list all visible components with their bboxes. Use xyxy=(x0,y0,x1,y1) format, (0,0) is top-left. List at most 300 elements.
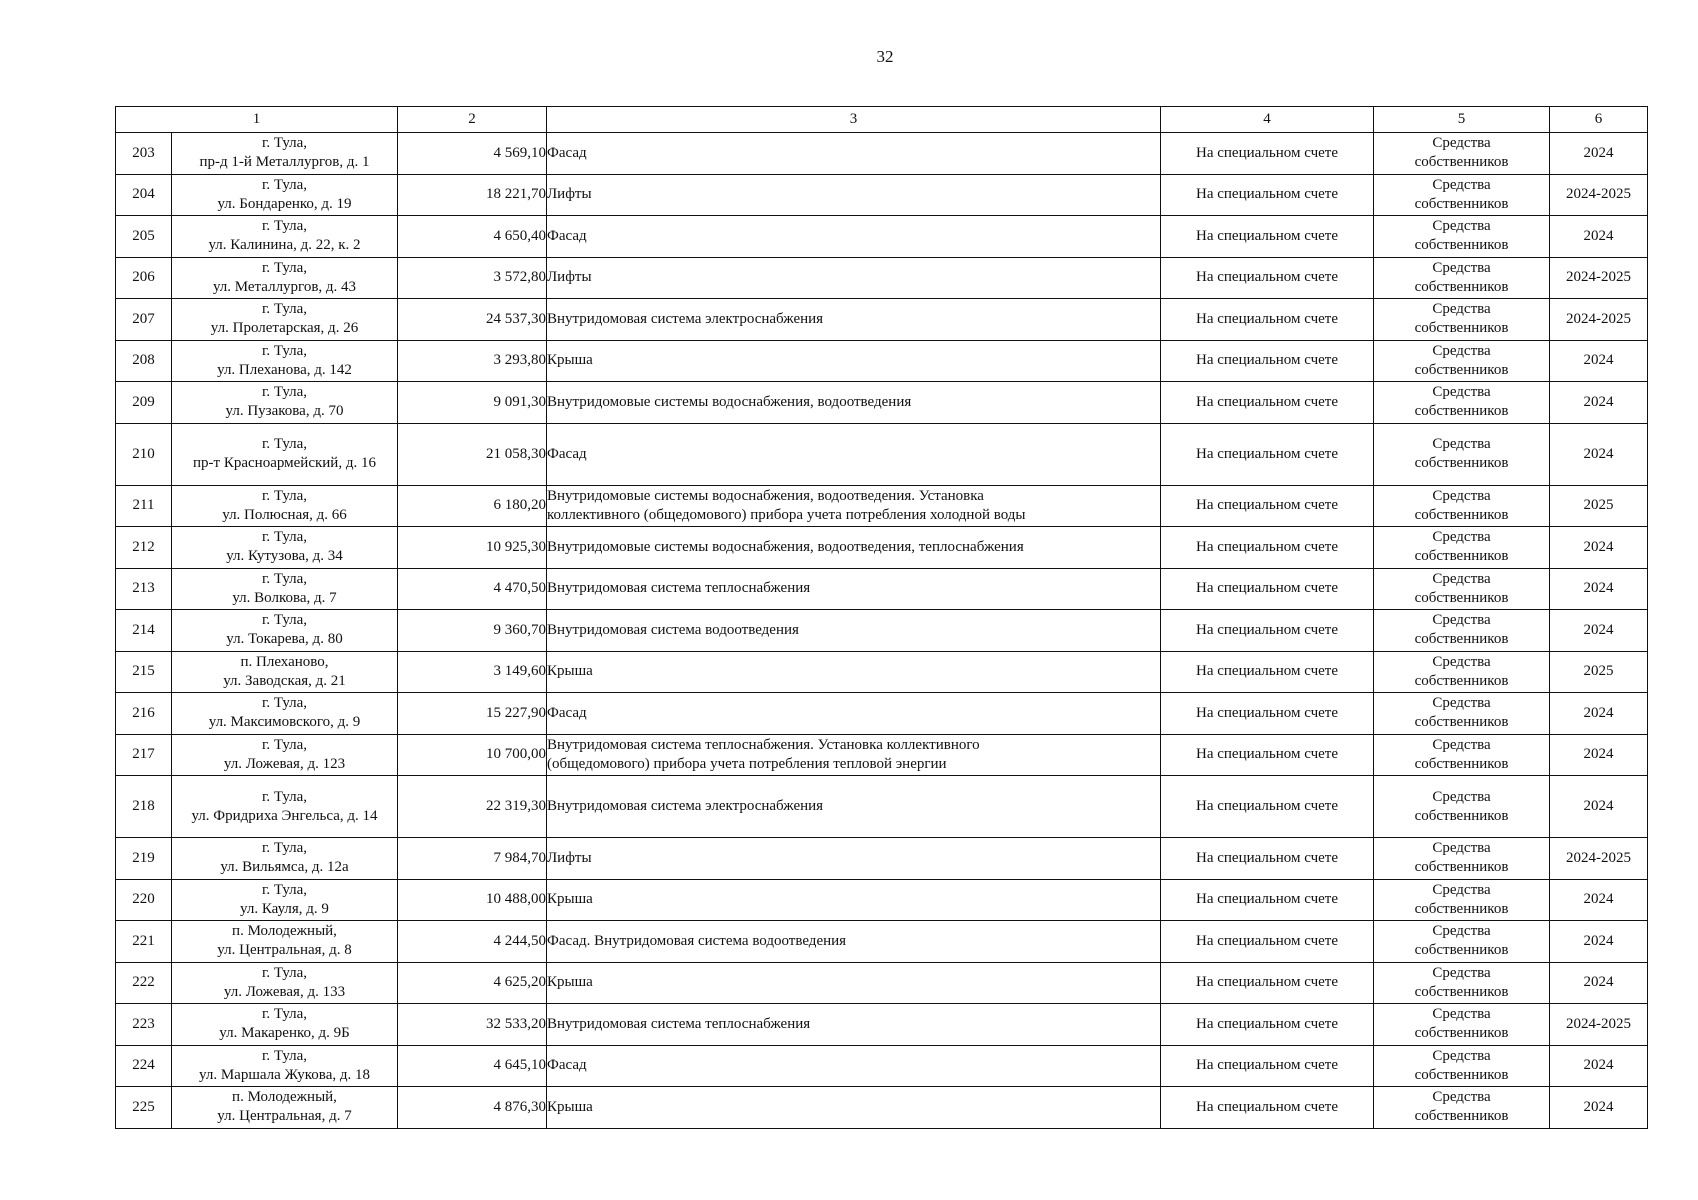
address-street: ул. Бондаренко, д. 19 xyxy=(217,195,352,212)
work-type-line-1: Лифты xyxy=(547,186,592,203)
fund-method-cell: На специальном счете xyxy=(1161,257,1374,299)
funding-source-cell xyxy=(1374,299,1550,341)
table-row xyxy=(116,216,1648,258)
address-cell xyxy=(172,734,398,776)
fund-method-cell: На специальном счете xyxy=(1161,651,1374,693)
funding-source-line-1: Средства xyxy=(1432,176,1491,193)
address-cell xyxy=(172,568,398,610)
funding-source-line-1: Средства xyxy=(1432,840,1491,857)
work-type-cell xyxy=(547,133,1161,175)
header-col-1: 1 xyxy=(116,107,398,133)
funding-source-line-1: Средства xyxy=(1432,384,1491,401)
funding-source-line-1: Средства xyxy=(1432,612,1491,629)
table-body xyxy=(116,133,1648,1129)
funding-source-cell xyxy=(1374,921,1550,963)
work-type-cell xyxy=(547,174,1161,216)
period-cell: 2024-2025 xyxy=(1550,299,1648,341)
work-type-line-1: Фасад xyxy=(547,144,587,161)
work-type-cell xyxy=(547,610,1161,652)
cost-cell: 4 244,50 xyxy=(398,921,547,963)
work-type-cell xyxy=(547,651,1161,693)
header-col-2: 2 xyxy=(398,107,547,133)
funding-source-line-2: собственников xyxy=(1414,403,1509,420)
address-cell xyxy=(172,776,398,838)
fund-method-cell: На специальном счете xyxy=(1161,216,1374,258)
address-street: ул. Пузакова, д. 70 xyxy=(225,403,344,420)
funding-source-line-2: собственников xyxy=(1414,237,1509,254)
work-type-line-1: Фасад xyxy=(547,1057,587,1074)
work-type-cell xyxy=(547,485,1161,527)
funding-source-line-2: собственников xyxy=(1414,1108,1509,1125)
table-row xyxy=(116,776,1648,838)
address-street: ул. Полюсная, д. 66 xyxy=(222,506,347,523)
row-number: 218 xyxy=(116,776,172,838)
funding-source-line-1: Средства xyxy=(1432,881,1491,898)
address-locality: г. Тула, xyxy=(261,612,308,629)
funding-source-cell xyxy=(1374,257,1550,299)
funding-source-line-2: собственников xyxy=(1414,1066,1509,1083)
address-locality: г. Тула, xyxy=(261,135,308,152)
work-type-cell xyxy=(547,838,1161,880)
row-number: 222 xyxy=(116,962,172,1004)
address-cell xyxy=(172,610,398,652)
table-row xyxy=(116,382,1648,424)
work-type-line-1: Внутридомовая система теплоснабжения. Установка коллективного xyxy=(547,736,980,753)
period-cell: 2024 xyxy=(1550,1087,1648,1129)
row-number: 223 xyxy=(116,1004,172,1046)
table-row xyxy=(116,1045,1648,1087)
address-cell xyxy=(172,133,398,175)
table-row xyxy=(116,734,1648,776)
funding-source-line-2: собственников xyxy=(1414,900,1509,917)
table-row xyxy=(116,568,1648,610)
funding-source-cell xyxy=(1374,382,1550,424)
work-type-line-1: Фасад xyxy=(547,704,587,721)
funding-source-line-2: собственников xyxy=(1414,278,1509,295)
row-number: 205 xyxy=(116,216,172,258)
address-street: ул. Центральная, д. 8 xyxy=(217,942,352,959)
funding-source-line-2: собственников xyxy=(1414,154,1509,171)
funding-source-cell xyxy=(1374,776,1550,838)
address-cell xyxy=(172,693,398,735)
work-type-cell xyxy=(547,299,1161,341)
fund-method-cell: На специальном счете xyxy=(1161,1087,1374,1129)
funding-source-line-1: Средства xyxy=(1432,436,1491,452)
funding-source-cell xyxy=(1374,527,1550,569)
cost-cell: 4 625,20 xyxy=(398,962,547,1004)
address-locality: г. Тула, xyxy=(261,176,308,193)
funding-source-line-1: Средства xyxy=(1432,529,1491,546)
row-number: 217 xyxy=(116,734,172,776)
work-type-cell xyxy=(547,340,1161,382)
work-type-line-1: Внутридомовые системы водоснабжения, водоотведения, теплоснабжения xyxy=(547,538,1024,555)
row-number: 220 xyxy=(116,879,172,921)
fund-method-cell: На специальном счете xyxy=(1161,1045,1374,1087)
work-type-line-1: Крыша xyxy=(547,974,593,991)
funding-source-cell xyxy=(1374,879,1550,921)
funding-source-line-2: собственников xyxy=(1414,859,1509,876)
funding-source-line-2: собственников xyxy=(1414,361,1509,378)
work-type-cell xyxy=(547,257,1161,299)
funding-source-line-2: собственников xyxy=(1414,320,1509,337)
table-row xyxy=(116,921,1648,963)
table-row xyxy=(116,423,1648,485)
funding-source-line-1: Средства xyxy=(1432,135,1491,152)
work-type-line-1: Внутридомовые системы водоснабжения, водоотведения. Установка xyxy=(547,487,984,504)
work-type-line-1: Фасад xyxy=(547,445,587,462)
funding-source-line-2: собственников xyxy=(1414,506,1509,523)
period-cell: 2024 xyxy=(1550,568,1648,610)
work-type-cell xyxy=(547,568,1161,610)
table-row xyxy=(116,174,1648,216)
period-cell: 2024 xyxy=(1550,382,1648,424)
address-locality: г. Тула, xyxy=(261,342,308,359)
funding-source-line-2: собственников xyxy=(1414,195,1509,212)
cost-cell: 10 488,00 xyxy=(398,879,547,921)
work-type-cell xyxy=(547,776,1161,838)
funding-source-line-2: собственников xyxy=(1414,631,1509,648)
funding-source-line-2: собственников xyxy=(1414,455,1509,471)
address-street: ул. Ложевая, д. 123 xyxy=(223,755,346,772)
period-cell: 2024 xyxy=(1550,423,1648,485)
period-cell: 2024 xyxy=(1550,962,1648,1004)
work-type-line-1: Крыша xyxy=(547,663,593,680)
address-locality: г. Тула, xyxy=(261,301,308,318)
table-row xyxy=(116,962,1648,1004)
cost-cell: 4 876,30 xyxy=(398,1087,547,1129)
work-type-line-1: Лифты xyxy=(547,269,592,286)
funding-source-line-1: Средства xyxy=(1432,964,1491,981)
address-street: ул. Макаренко, д. 9Б xyxy=(219,1025,350,1042)
address-street: ул. Заводская, д. 21 xyxy=(223,672,346,689)
work-type-line-1: Фасад. Внутридомовая система водоотведения xyxy=(547,932,847,949)
work-type-cell xyxy=(547,216,1161,258)
address-locality: г. Тула, xyxy=(261,788,308,805)
address-cell xyxy=(172,527,398,569)
header-col-6: 6 xyxy=(1550,107,1648,133)
table-row xyxy=(116,610,1648,652)
cost-cell: 9 360,70 xyxy=(398,610,547,652)
address-locality: г. Тула, xyxy=(261,259,308,276)
address-locality: п. Молодежный, xyxy=(232,1089,337,1106)
funding-source-line-1: Средства xyxy=(1432,695,1491,712)
work-type-line-2: коллективного (общедомового) прибора учета потребления холодной воды xyxy=(547,506,1026,523)
address-locality: г. Тула, xyxy=(261,736,308,753)
funding-source-line-1: Средства xyxy=(1432,218,1491,235)
funding-source-line-1: Средства xyxy=(1432,653,1491,670)
cost-cell: 3 149,60 xyxy=(398,651,547,693)
work-type-cell xyxy=(547,423,1161,485)
funding-source-cell xyxy=(1374,568,1550,610)
address-locality: г. Тула, xyxy=(261,218,308,235)
fund-method-cell: На специальном счете xyxy=(1161,340,1374,382)
row-number: 219 xyxy=(116,838,172,880)
work-type-cell xyxy=(547,1045,1161,1087)
period-cell: 2024-2025 xyxy=(1550,1004,1648,1046)
address-street: пр-т Красноармейский, д. 16 xyxy=(193,455,376,471)
table-row xyxy=(116,838,1648,880)
cost-cell: 22 319,30 xyxy=(398,776,547,838)
cost-cell: 6 180,20 xyxy=(398,485,547,527)
address-street: ул. Центральная, д. 7 xyxy=(217,1108,352,1125)
address-street: ул. Максимовского, д. 9 xyxy=(208,714,361,731)
table-row xyxy=(116,693,1648,735)
work-type-cell xyxy=(547,693,1161,735)
table-row xyxy=(116,1087,1648,1129)
fund-method-cell: На специальном счете xyxy=(1161,527,1374,569)
address-locality: г. Тула, xyxy=(261,881,308,898)
address-cell xyxy=(172,962,398,1004)
address-locality: г. Тула, xyxy=(261,1006,308,1023)
work-type-line-1: Крыша xyxy=(547,1098,593,1115)
period-cell: 2024 xyxy=(1550,921,1648,963)
funding-source-line-1: Средства xyxy=(1432,736,1491,753)
period-cell: 2025 xyxy=(1550,485,1648,527)
funding-source-cell xyxy=(1374,962,1550,1004)
row-number: 211 xyxy=(116,485,172,527)
period-cell: 2025 xyxy=(1550,651,1648,693)
address-street: пр-д 1-й Металлургов, д. 1 xyxy=(199,154,370,171)
address-cell xyxy=(172,382,398,424)
funding-source-line-1: Средства xyxy=(1432,1006,1491,1023)
work-type-cell xyxy=(547,382,1161,424)
funding-source-line-1: Средства xyxy=(1432,301,1491,318)
address-cell xyxy=(172,1045,398,1087)
address-locality: г. Тула, xyxy=(261,840,308,857)
address-locality: г. Тула, xyxy=(261,964,308,981)
funding-source-line-1: Средства xyxy=(1432,259,1491,276)
work-type-line-1: Внутридомовая система электроснабжения xyxy=(547,798,824,814)
address-street: ул. Волкова, д. 7 xyxy=(232,589,337,606)
address-cell xyxy=(172,1087,398,1129)
address-street: ул. Фридриха Энгельса, д. 14 xyxy=(191,807,378,824)
funding-source-line-2: собственников xyxy=(1414,942,1509,959)
cost-cell: 4 650,40 xyxy=(398,216,547,258)
table-row xyxy=(116,340,1648,382)
fund-method-cell: На специальном счете xyxy=(1161,133,1374,175)
funding-source-line-1: Средства xyxy=(1432,570,1491,587)
address-cell xyxy=(172,216,398,258)
cost-cell: 24 537,30 xyxy=(398,299,547,341)
period-cell: 2024-2025 xyxy=(1550,174,1648,216)
period-cell: 2024 xyxy=(1550,693,1648,735)
funding-source-line-1: Средства xyxy=(1432,923,1491,940)
cost-cell: 3 572,80 xyxy=(398,257,547,299)
row-number: 212 xyxy=(116,527,172,569)
table-row xyxy=(116,485,1648,527)
fund-method-cell: На специальном счете xyxy=(1161,734,1374,776)
address-cell xyxy=(172,485,398,527)
table-row xyxy=(116,527,1648,569)
registry-table xyxy=(115,106,1648,1129)
work-type-line-1: Крыша xyxy=(547,352,593,369)
address-locality: г. Тула, xyxy=(261,529,308,546)
work-type-line-1: Внутридомовая система электроснабжения xyxy=(547,310,824,327)
funding-source-cell xyxy=(1374,133,1550,175)
fund-method-cell: На специальном счете xyxy=(1161,879,1374,921)
address-cell xyxy=(172,651,398,693)
address-street: ул. Маршала Жукова, д. 18 xyxy=(199,1066,370,1083)
address-street: ул. Ложевая, д. 133 xyxy=(223,983,346,1000)
period-cell: 2024-2025 xyxy=(1550,257,1648,299)
funding-source-line-1: Средства xyxy=(1432,1047,1491,1064)
header-col-5: 5 xyxy=(1374,107,1550,133)
address-cell xyxy=(172,1004,398,1046)
funding-source-cell xyxy=(1374,693,1550,735)
address-street: ул. Металлургов, д. 43 xyxy=(212,278,357,295)
period-cell: 2024 xyxy=(1550,610,1648,652)
row-number: 209 xyxy=(116,382,172,424)
table-row xyxy=(116,133,1648,175)
row-number: 213 xyxy=(116,568,172,610)
row-number: 221 xyxy=(116,921,172,963)
funding-source-cell xyxy=(1374,1045,1550,1087)
funding-source-cell xyxy=(1374,838,1550,880)
fund-method-cell: На специальном счете xyxy=(1161,382,1374,424)
row-number: 216 xyxy=(116,693,172,735)
period-cell: 2024 xyxy=(1550,133,1648,175)
funding-source-cell xyxy=(1374,610,1550,652)
cost-cell: 9 091,30 xyxy=(398,382,547,424)
cost-cell: 7 984,70 xyxy=(398,838,547,880)
funding-source-cell xyxy=(1374,485,1550,527)
cost-cell: 18 221,70 xyxy=(398,174,547,216)
row-number: 203 xyxy=(116,133,172,175)
row-number: 225 xyxy=(116,1087,172,1129)
funding-source-line-1: Средства xyxy=(1432,788,1491,805)
work-type-line-1: Фасад xyxy=(547,227,587,244)
work-type-cell xyxy=(547,962,1161,1004)
address-locality: г. Тула, xyxy=(261,695,308,712)
work-type-cell xyxy=(547,527,1161,569)
row-number: 204 xyxy=(116,174,172,216)
funding-source-cell xyxy=(1374,1087,1550,1129)
address-street: ул. Плеханова, д. 142 xyxy=(217,361,352,378)
page-number: 32 xyxy=(876,47,894,66)
funding-source-line-1: Средства xyxy=(1432,487,1491,504)
funding-source-cell xyxy=(1374,734,1550,776)
table-row xyxy=(116,651,1648,693)
table-header-row xyxy=(116,107,1648,133)
address-street: ул. Калинина, д. 22, к. 2 xyxy=(208,237,361,254)
fund-method-cell: На специальном счете xyxy=(1161,1004,1374,1046)
address-street: ул. Кутузова, д. 34 xyxy=(226,548,343,565)
table-row xyxy=(116,299,1648,341)
row-number: 207 xyxy=(116,299,172,341)
funding-source-cell xyxy=(1374,340,1550,382)
fund-method-cell: На специальном счете xyxy=(1161,610,1374,652)
work-type-line-1: Лифты xyxy=(547,849,592,866)
fund-method-cell: На специальном счете xyxy=(1161,174,1374,216)
row-number: 206 xyxy=(116,257,172,299)
address-street: ул. Вильямса, д. 12а xyxy=(220,859,349,876)
fund-method-cell: На специальном счете xyxy=(1161,299,1374,341)
funding-source-cell xyxy=(1374,1004,1550,1046)
work-type-line-1: Внутридомовые системы водоснабжения, водоотведения xyxy=(547,393,912,410)
work-type-line-1: Внутридомовая система теплоснабжения xyxy=(547,1015,811,1032)
funding-source-line-2: собственников xyxy=(1414,548,1509,565)
work-type-cell xyxy=(547,1004,1161,1046)
table-row xyxy=(116,257,1648,299)
cost-cell: 4 645,10 xyxy=(398,1045,547,1087)
work-type-line-1: Внутридомовая система теплоснабжения xyxy=(547,580,811,597)
row-number: 214 xyxy=(116,610,172,652)
address-cell xyxy=(172,340,398,382)
address-locality: г. Тула, xyxy=(261,436,308,452)
funding-source-line-1: Средства xyxy=(1432,1089,1491,1106)
cost-cell: 21 058,30 xyxy=(398,423,547,485)
work-type-line-1: Внутридомовая система водоотведения xyxy=(547,621,799,638)
row-number: 215 xyxy=(116,651,172,693)
cost-cell: 3 293,80 xyxy=(398,340,547,382)
funding-source-line-2: собственников xyxy=(1414,589,1509,606)
funding-source-line-2: собственников xyxy=(1414,983,1509,1000)
address-street: ул. Токарева, д. 80 xyxy=(226,631,343,648)
address-locality: г. Тула, xyxy=(261,384,308,401)
fund-method-cell: На специальном счете xyxy=(1161,568,1374,610)
address-cell xyxy=(172,299,398,341)
cost-cell: 10 925,30 xyxy=(398,527,547,569)
address-locality: г. Тула, xyxy=(261,487,308,504)
cost-cell: 4 470,50 xyxy=(398,568,547,610)
cost-cell: 32 533,20 xyxy=(398,1004,547,1046)
period-cell: 2024 xyxy=(1550,734,1648,776)
address-street: ул. Пролетарская, д. 26 xyxy=(210,320,359,337)
row-number: 208 xyxy=(116,340,172,382)
work-type-cell xyxy=(547,879,1161,921)
work-type-cell xyxy=(547,921,1161,963)
row-number: 210 xyxy=(116,423,172,485)
work-type-cell xyxy=(547,1087,1161,1129)
period-cell: 2024 xyxy=(1550,879,1648,921)
funding-source-cell xyxy=(1374,216,1550,258)
fund-method-cell: На специальном счете xyxy=(1161,693,1374,735)
header-col-4: 4 xyxy=(1161,107,1374,133)
funding-source-line-2: собственников xyxy=(1414,1025,1509,1042)
fund-method-cell: На специальном счете xyxy=(1161,838,1374,880)
address-cell xyxy=(172,879,398,921)
address-locality: г. Тула, xyxy=(261,570,308,587)
work-type-line-1: Крыша xyxy=(547,891,593,908)
header-col-3: 3 xyxy=(547,107,1161,133)
period-cell: 2024 xyxy=(1550,216,1648,258)
period-cell: 2024 xyxy=(1550,527,1648,569)
fund-method-cell: На специальном счете xyxy=(1161,921,1374,963)
fund-method-cell: На специальном счете xyxy=(1161,776,1374,838)
fund-method-cell: На специальном счете xyxy=(1161,423,1374,485)
table-row xyxy=(116,879,1648,921)
fund-method-cell: На специальном счете xyxy=(1161,485,1374,527)
period-cell: 2024 xyxy=(1550,340,1648,382)
address-locality: г. Тула, xyxy=(261,1047,308,1064)
address-cell xyxy=(172,921,398,963)
table-row xyxy=(116,1004,1648,1046)
funding-source-line-2: собственников xyxy=(1414,672,1509,689)
period-cell: 2024 xyxy=(1550,776,1648,838)
funding-source-line-2: собственников xyxy=(1414,807,1509,824)
address-cell xyxy=(172,257,398,299)
work-type-line-2: (общедомового) прибора учета потребления тепловой энергии xyxy=(547,755,947,772)
fund-method-cell: На специальном счете xyxy=(1161,962,1374,1004)
address-street: ул. Кауля, д. 9 xyxy=(240,900,329,917)
funding-source-line-1: Средства xyxy=(1432,342,1491,359)
cost-cell: 4 569,10 xyxy=(398,133,547,175)
address-cell xyxy=(172,838,398,880)
address-locality: п. Молодежный, xyxy=(232,923,337,940)
address-locality: п. Плеханово, xyxy=(240,653,329,670)
row-number: 224 xyxy=(116,1045,172,1087)
cost-cell: 15 227,90 xyxy=(398,693,547,735)
